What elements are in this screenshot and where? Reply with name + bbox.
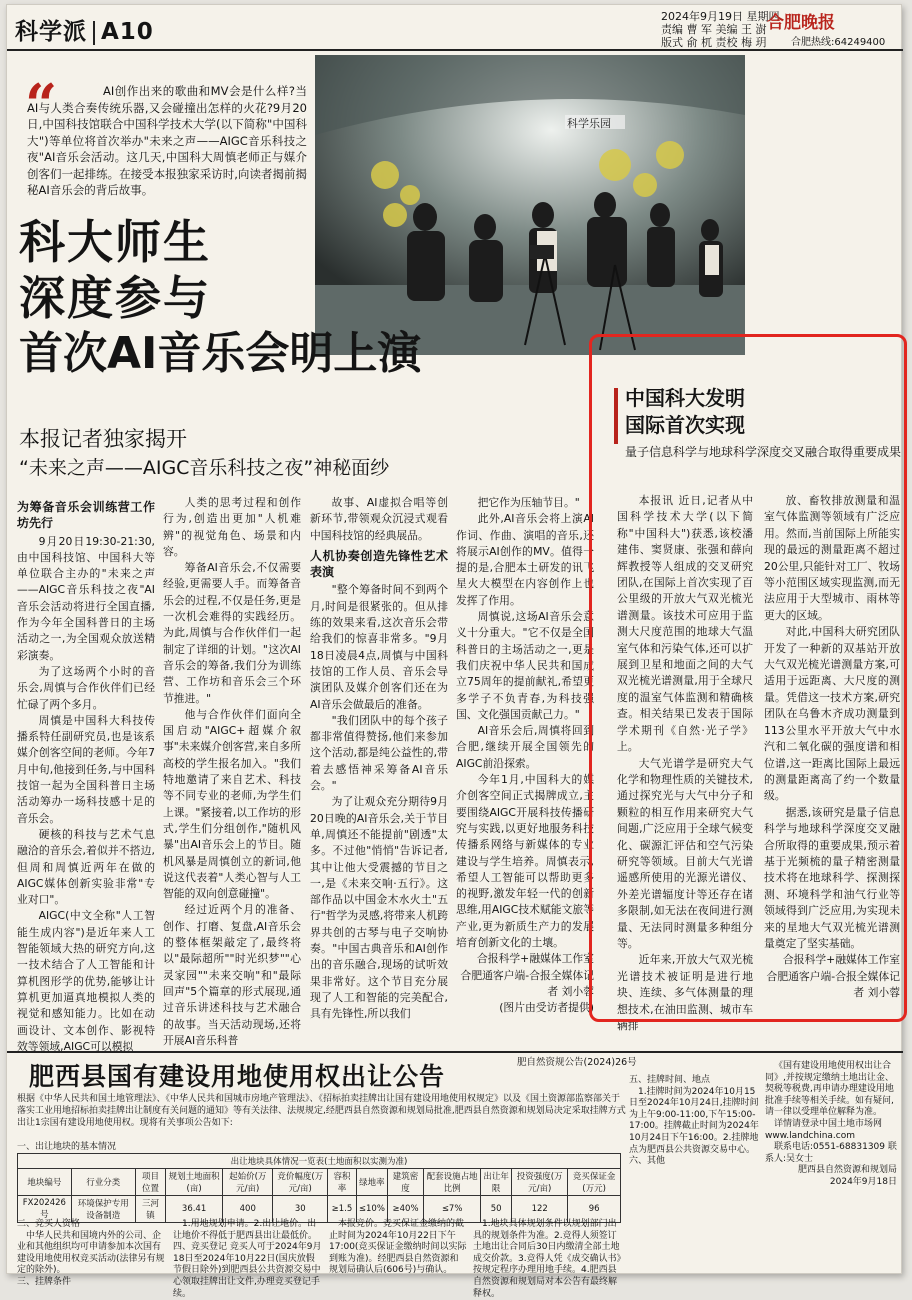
paragraph: 人类的思考过程和创作行为,创造出更加"人机难辨"的视觉角色、场景和内容。 bbox=[163, 496, 301, 558]
paragraph: 此外,AI音乐会将上演AI作词、作曲、演唱的音乐,还将展示AI创作的MV。值得一提的是,合肥本土研发的讯飞星火大模型在内容创作上也发挥了作用。 bbox=[456, 512, 594, 607]
paragraph: 据悉,该研究是量子信息科学与地球科学深度交叉融合所取得的重要成果,预示着基于光频梳的量子精密测量技术将在地球科学、探测探测、环境科学和油气行业等领域得到广泛应用,为实现未来的星地大气双光梳光谱测量奠定了坚实基础。 bbox=[764, 805, 900, 950]
paragraph: AIGC(中文全称"人工智能生成内容")是近年来人工智能领域大热的研究方向,这一技术结合了人工智能和计算机图形学的优势,能够让计算机更加逼真地模拟人类的视觉和感知能力。比如在动画设计、文本创作、影视特效等领域,AIGC可以模拟 bbox=[17, 909, 155, 1053]
paragraph: 今年1月,中国科大的媒介创客空间正式揭牌成立,主要围绕AIGC开展科技传播研究与实践,以更好地服务科技传播系网络与新媒体的专业建设与学生培养。周慎表示,希望人工智能可以帮助更多的视野,激发年轻一代的创新思维,用AIGC技术赋能文旅等产业,更为新质生产力的发展培育创新文化的土壤。 bbox=[456, 773, 594, 950]
article-column bbox=[17, 495, 155, 1053]
table-row: FX202426号 环境保护专用设备制造 三河镇 36.41 400 30 ≥1.5 ≤10% ≥40% ≤7% 50 122 96 bbox=[18, 1196, 621, 1223]
paragraph: 为了让观众充分期待9月20日晚的AI音乐会,关于节目单,周慎还不能提前"剧透"太多。不过他"悄悄"告诉记者,其中让他大受震撼的节目之一,是《未来交响·五行》。这部作品以中国金木水火土"五行"哲学为灵感,将带来人机跨界共创的古琴与电子交响协奏。"中国古典音乐和AI创作出的音乐融合,现场的试听效果非常好。这个节目充分展现了人工和智能的完美配合,具有先锋性,所以我们 bbox=[310, 795, 448, 1021]
subheadline: 本报记者独家揭开 bbox=[19, 427, 187, 451]
issue-date: 2024年9月19日 星期四 bbox=[661, 10, 780, 23]
credit: 合报科学+融媒体工作室 bbox=[782, 953, 900, 967]
credit: (图片由受访者提供) bbox=[499, 1001, 594, 1015]
table-header-row: 地块编号 行业分类 项目位置 规划土地面积(亩) 起始价(万元/亩) 竞价幅度(万元/亩) 容积率 绿地率 建筑密度 配套设施占地比例 出让年限 投资强度(万元/亩) 竞买保证金(万元) bbox=[18, 1169, 621, 1196]
notice-section-label: 一、出让地块的基本情况 bbox=[17, 1142, 117, 1152]
notice-column: 1.地块具体规划条件以规划部门出具的规划条件为准。2.竞得人须签订土地出让合同后30日内缴清全部土地成交价款。3.竞得人凭《成交确认书》按规定程序办理用地手续。4.肥西县自然资源和规划局对本公告有最终解释权。 bbox=[473, 1219, 622, 1299]
box-subtitle: 量子信息科学与地球科学深度交叉融合取得重要成果 bbox=[625, 445, 902, 459]
notice-lead: 根据《中华人民共和国土地管理法》、《中华人民共和国城市房地产管理法》、《招标拍卖挂牌出让国有建设用地使用权规定》以及《国土资源部监察部关于落实工业用地招标拍卖挂牌出让制度有关问题的通知》等有关法律、法规规定,经肥西县自然资源和规划局批准,肥西县自然资源和规划局决定采取挂牌方式出让1宗国有建设用地使用权。现将有关事项公告如下: bbox=[17, 1094, 626, 1128]
paragraph: 为了这场两个小时的音乐会,周慎与合作伙伴们已经忙碌了两个多月。 bbox=[17, 664, 155, 711]
credit: 合肥通客户端-合报全媒体记者 刘小蓉 bbox=[460, 968, 594, 998]
highlight-box bbox=[589, 334, 907, 1022]
notice-title: 肥西县国有建设用地使用权出让公告 bbox=[29, 1062, 446, 1091]
paragraph: "我们团队中的每个孩子都非常值得赞扬,他们来参加这个活动,都是纯公益性的,带着去感悟神采筹备AI音乐会。" bbox=[310, 713, 448, 793]
paragraph: 大气光谱学是研究大气化学和物理性质的关键技术,通过探究光与大气中分子和颗粒的相互作用来研究大气间题,广泛应用于全球气候变化、碳源汇评估和空气污染研究等领域。目前大气光谱遥感所使用的光源光谱仪、外差光谱辐度计等还存在诸多限制,如无法在夜间进行测量、无法同时测量多种组分等。 bbox=[617, 756, 753, 950]
land-notice bbox=[7, 1051, 903, 1299]
paragraph: 他与合作伙伴们面向全国启动"AIGC+超媒介叙事"未来媒介创客营,来自多所高校的学生报名加入。"我们特地邀请了来自艺术、科技等不同专业的老师,为学生们上课。"紧接着,以工作坊的形式,学生们分组创作,"随机风暴"出AI音乐会上的节目。随机风暴是周慎创立的新词,他说这代表着"人类心智与人工智能的双向创意碰撞"。 bbox=[163, 707, 301, 901]
quote-mark-icon: “ bbox=[25, 72, 58, 138]
notice-column: 五、挂牌时间、地点 1.挂牌时间为2024年10月15日至2024年10月24日,挂牌时间为上午9:00-11:00,下午15:00-17:00。挂牌截止时间为2024年10月24日下午16:00。2.挂牌地点为肥西县公共资源交易中心。 六、其他 bbox=[629, 1075, 759, 1167]
staff-line: 版式 俞 杌 责校 梅 玥 bbox=[661, 36, 767, 49]
article-column bbox=[310, 495, 448, 1021]
paragraph: 经过近两个月的准备、创作、打磨、复盘,AI音乐会的整体框架敲定了,最终将以"最际超所""时光织梦""心灵家园""未来交响"和"最际回声"5个篇章的形式展现,通过音乐讲述科技与艺术融合的故事。当天活动现场,还将开展AI音乐科普 bbox=[163, 903, 301, 1047]
intro-text: AI创作出来的歌曲和MV会是什么样?当AI与人类合奏传统乐器,又会碰撞出怎样的火花?9月20日,中国科技馆联合中国科学技术大学(以下简称"中国科大")等单位将首次举办"未来之声——AIGC音乐科技之夜"AI音乐会活动。这几天,中国科大周慎老师正与媒介创客们一起排练。在接受本报独家采访时,向读者揭前揭秘AI音乐会的背后故事。 bbox=[27, 84, 307, 197]
paper-logo: 合肥晚报 bbox=[767, 13, 835, 33]
paragraph: "整个筹备时间不到两个月,时间是很紧张的。但从排练的效果来看,这次音乐会带给我们的惊喜非常多。"9月18日凌晨4点,周慎与中国科技馆的工作人员、音乐会导演团队及媒介创客们还在为AI音乐会做最后的准备。 bbox=[310, 583, 448, 711]
section-heading: 人机协奏创造先锋性艺术表演 bbox=[310, 548, 448, 580]
paragraph: 近年来,开放大气双光梳光谱技术被证明是进行地块、连续、多气体测量的理想技术,在油田监测、城市车辆排 bbox=[617, 953, 753, 1032]
notice-column: 《国有建设用地使用权出让合同》,并按规定缴纳土地出让金、契税等税费,再申请办理建设用地批准手续等相关手续。如有疑问,请一律以受理单位解释为准。 详情请登录中国土地市场网www.landchina.com 联系电话:0551-68831309 联系人:吴女士 肥西县自然资源和规划局 2024年9月18日 bbox=[765, 1061, 897, 1187]
notice-column: 二、竞买人资格 中华人民共和国境内外的公司、企业和其他组织均可申请参加本次国有建设用地使用权竞买活动(法律另有规定的除外)。 三、挂牌条件 bbox=[17, 1219, 165, 1287]
paragraph: 故事、AI虚拟合唱等创新环节,带领观众沉浸式观看中国科技馆的经典展品。 bbox=[310, 496, 448, 542]
paragraph: 9月20日19:30-21:30,由中国科技馆、中国科大等单位联合主办的"未来之声——AIGC音乐科技之夜"AI音乐会活动将进行全国直播,作为今年全国科普日的主场活动之一,为全国观众放送精彩演奏。 bbox=[17, 534, 155, 662]
paragraph: 本报讯 近日,记者从中国科学技术大学(以下简称"中国科大")获悉,该校潘建伟、窦贤康、张强和薛向辉教授等人组成的交叉研究团队,在国际上首次实现了百公里级的开放大气双光梳光谱测量。该技术可应用于监测大尺度范围的地球大气温室气体和污染气体,还可以扩展到卫星和地面之间的大气双光梳光谱测量,用于全球尺度的温室气体监测和精确核查。相关结果已发表于国际学术期刊《自然·光子学》上。 bbox=[617, 494, 753, 754]
headline-line: 科大师生 bbox=[19, 215, 211, 269]
hotline: 合肥热线:64249400 bbox=[791, 37, 886, 48]
notice-column: 本报竞价。竞买保证金缴纳的截止时间为2024年10月22日下午17:00(竞买保证金缴纳时间以实际到账为准)。经肥西县自然资源和规划局确认后(606号)与确认。 bbox=[329, 1219, 467, 1276]
paragraph: 对此,中国科大研究团队开发了一种新的双基站开放大气双光梳光谱测量方案,可适用于远距离、大尺度的测量。凭借这一技术方案,研究团队在乌鲁木齐成功测量到113公里水平开放大气中水汽和二氧化碳的强度谱和相位谱,这一距离比国际上最远的测量距离高了约一个数量级。 bbox=[764, 625, 900, 803]
section-title: 科学派 A10 bbox=[15, 19, 154, 45]
paragraph: AI音乐会后,周慎将回到合肥,继续开展全国领先的AIGC前沿探索。 bbox=[456, 724, 594, 770]
paragraph: 把它作为压轴节目。" bbox=[477, 496, 580, 509]
paragraph: 放、畜牧排放测量和温室气体监测等领域有广泛应用。然而,当前国际上所能实现的最远的测量距离不超过20公里,只能针对工厂、牧场等小范围区域实现监测,而无法应用于大型城市、雨林等更大的区域。 bbox=[764, 494, 900, 622]
paragraph: 硬核的科技与艺术气息融洽的音乐会,着似并不搭边,但周和周慎近两年在做的AIGC媒体创新实验非常"专业对口"。 bbox=[17, 827, 155, 907]
parcel-table bbox=[17, 1153, 621, 1223]
article-column bbox=[163, 495, 301, 1047]
paragraph: 周慎说,这场AI音乐会意义十分重大。"它不仅是全国科普日的主场活动之一,更是我们庆祝中华人民共和国成立75周年的提前献礼,希望更多学子不负青春,为科技强国、文化强国贡献己力。" bbox=[456, 610, 594, 721]
headline-line: 深度参与 bbox=[19, 271, 211, 325]
section-heading: 为筹备音乐会训练营工作坊先行 bbox=[17, 500, 155, 531]
headline-line: 首次AI音乐会明上演 bbox=[19, 328, 422, 379]
header-meta bbox=[661, 10, 780, 49]
credit: 合报科学+融媒体工作室 bbox=[476, 952, 594, 966]
box-title: 中国科大发明 国际首次实现 bbox=[625, 386, 745, 437]
subheadline: “未来之声——AIGC音乐科技之夜”神秘面纱 bbox=[19, 457, 390, 479]
paragraph: 周慎是中国科大科技传播系特任副研究员,也是该系媒介创客空间的老师。今年7月中旬,他接到任务,与中国科技馆一起为全国科普日主场活动筹办一场科技感十足的音乐会。 bbox=[17, 713, 155, 825]
notice-column: 1.用地规划申请。2.出让地价。出让地价不得低于肥西县出让最低价。四、竞买登记 竞买人可于2024年9月18日至2024年10月22日(国庆放假节假日除外)到肥西县公共资源交易中心领取挂牌出让文件,办理竞买登记手续。 bbox=[173, 1219, 322, 1299]
table-caption: 出让地块具体情况一览表(土地面积以实测为准) bbox=[18, 1154, 621, 1169]
article-column bbox=[456, 495, 594, 1015]
staff-line: 责编 曹 军 美编 王 澍 bbox=[661, 23, 767, 36]
notice-number: 肥自然资规公告(2024)26号 bbox=[517, 1057, 637, 1068]
credit: 合肥通客户端-合报全媒体记者 刘小蓉 bbox=[766, 969, 900, 1000]
page-header bbox=[7, 5, 903, 51]
paragraph: 筹备AI音乐会,不仅需要经验,更需要人手。而筹备音乐会的过程,不仅是任务,更是一次机会难得的实践经历。为此,周慎与合作伙伴们一起制定了详细的计划。"这次AI音乐会的筹备,我们分为训练营、工作坊和音乐会三个环节推进。" bbox=[163, 561, 301, 705]
photo-sign: 科学乐园 bbox=[567, 117, 611, 130]
